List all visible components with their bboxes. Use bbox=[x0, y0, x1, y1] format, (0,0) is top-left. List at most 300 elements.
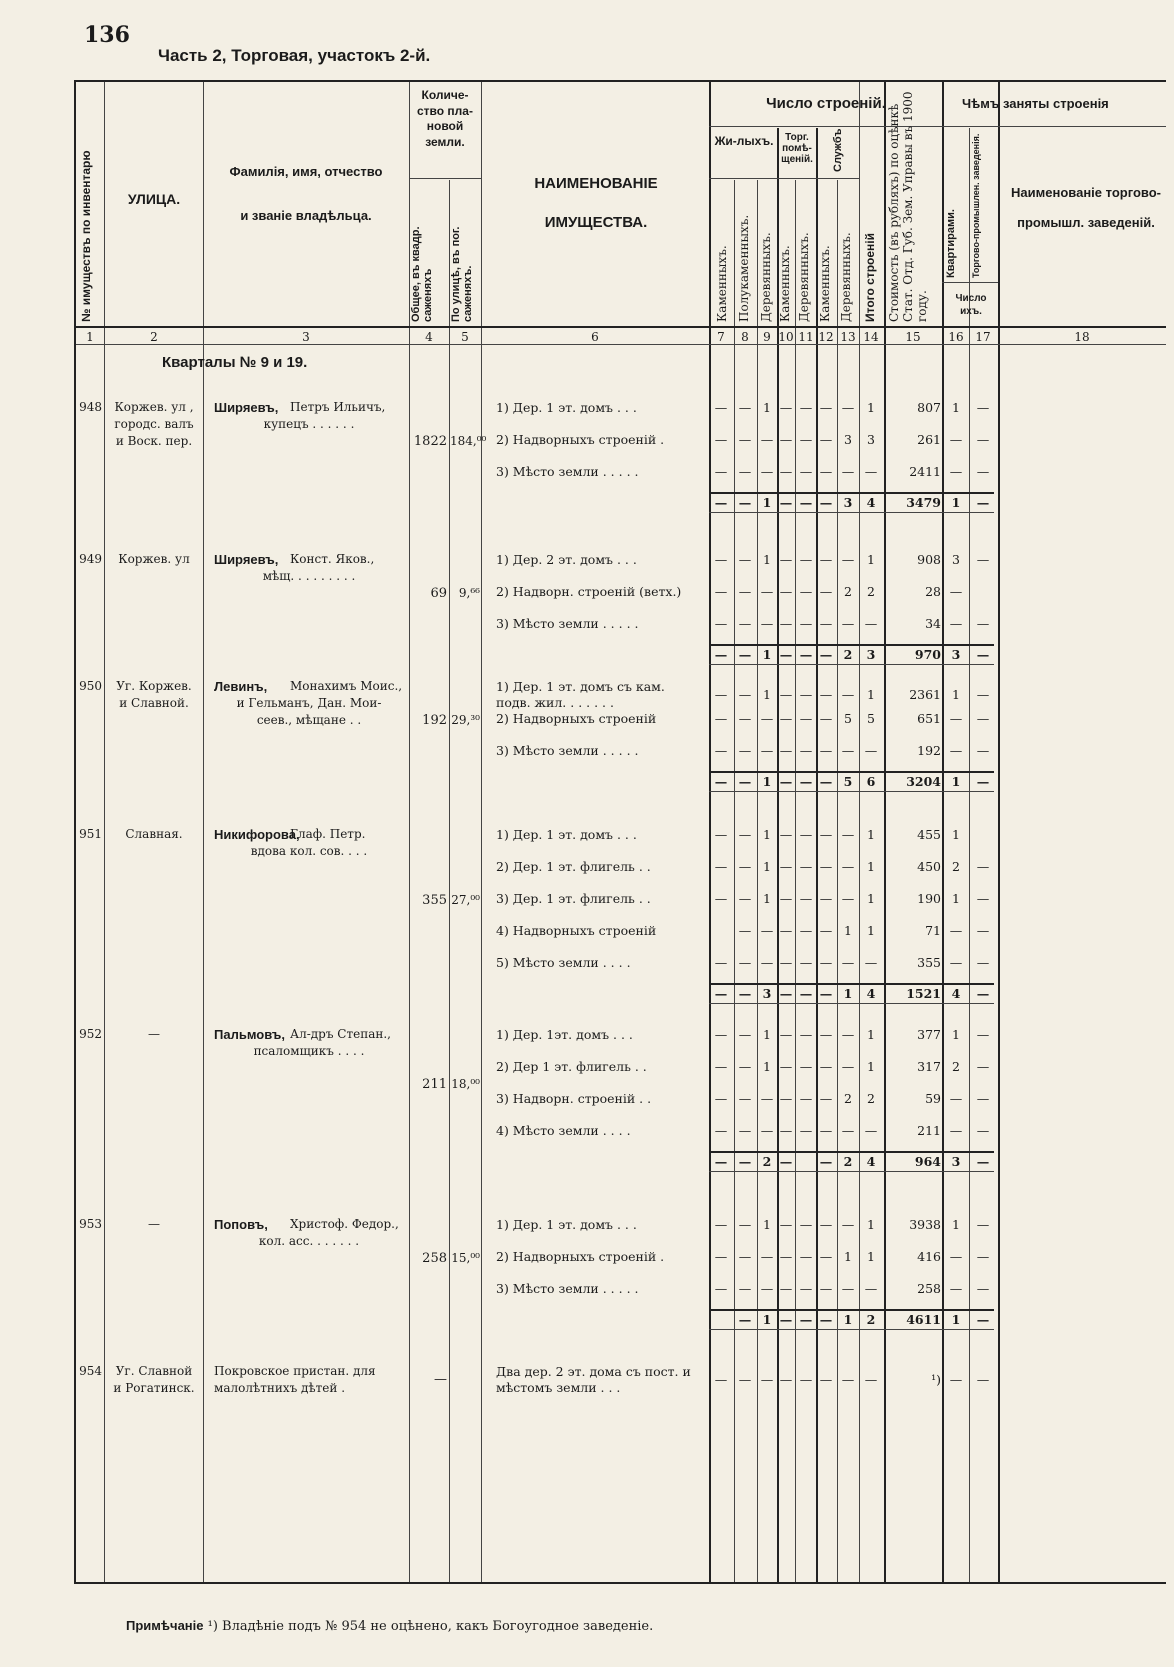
subtotal-value: — bbox=[819, 774, 833, 789]
subtotal-value: — bbox=[738, 1154, 752, 1169]
item-value: 1 bbox=[763, 891, 771, 906]
item-value: — bbox=[799, 743, 813, 758]
item-value: — bbox=[760, 923, 774, 938]
owner-details: малолѣтнихъ дѣтей . bbox=[214, 1381, 346, 1395]
item-value: 1 bbox=[867, 859, 875, 874]
item-value: — bbox=[760, 464, 774, 479]
item-value: 1 bbox=[867, 1027, 875, 1042]
header-area: Общее, въ квадр. саженяхъ bbox=[410, 226, 435, 322]
header-wood-1: Деревянныхъ. bbox=[759, 232, 773, 322]
item-value: — bbox=[949, 1123, 963, 1138]
item-value: — bbox=[779, 616, 793, 631]
header-apartments: Квартирами. bbox=[945, 209, 957, 278]
item-value: — bbox=[738, 584, 752, 599]
item-value: — bbox=[819, 584, 833, 599]
item-value: — bbox=[738, 687, 752, 702]
item-value: — bbox=[779, 400, 793, 415]
item-value: 1 bbox=[844, 923, 852, 938]
column-number: 12 bbox=[818, 330, 834, 344]
entry-street: и Славной. bbox=[119, 696, 189, 710]
item-value: — bbox=[976, 891, 990, 906]
entry-street: — bbox=[148, 1217, 160, 1231]
item-value: — bbox=[841, 464, 855, 479]
subtotal-value: 1 bbox=[762, 774, 772, 789]
item-value: — bbox=[760, 1281, 774, 1296]
land-frontage: 18,⁰⁰ bbox=[451, 1077, 480, 1091]
property-item: 4) Надворныхъ строеній bbox=[496, 923, 657, 938]
subtotal-value: 1 bbox=[951, 495, 961, 510]
item-value: 1 bbox=[763, 1217, 771, 1232]
item-value: 651 bbox=[917, 711, 941, 726]
item-value: — bbox=[949, 464, 963, 479]
owner-surname: Пальмовъ, bbox=[214, 1027, 285, 1042]
column-number: 11 bbox=[798, 330, 814, 344]
item-value: — bbox=[779, 1091, 793, 1106]
item-value: 1 bbox=[763, 827, 771, 842]
item-value: — bbox=[738, 955, 752, 970]
subtotal-rule-bottom bbox=[709, 1171, 994, 1172]
footnote-label: Примѣчаніе bbox=[126, 1618, 204, 1633]
header-services: Службъ bbox=[832, 128, 844, 172]
header-wood-3: Деревянныхъ. bbox=[839, 232, 853, 322]
owner-details: сеев., мѣщане . . bbox=[256, 713, 362, 727]
column-number: 1 bbox=[86, 330, 94, 344]
column-number: 2 bbox=[150, 330, 158, 344]
subtotal-value: — bbox=[976, 986, 990, 1001]
item-value: — bbox=[799, 552, 813, 567]
item-value: — bbox=[819, 711, 833, 726]
subtotal-value: — bbox=[738, 495, 752, 510]
column-number: 18 bbox=[1074, 330, 1090, 344]
property-item: 1) Дер. 1 эт. домъ съ кам. подв. жил. . . . . . . bbox=[496, 679, 665, 711]
item-value: — bbox=[799, 400, 813, 415]
item-value: — bbox=[864, 1281, 878, 1296]
item-value: 1 bbox=[844, 1249, 852, 1264]
subtotal-value: — bbox=[714, 1154, 728, 1169]
subtotal-value: — bbox=[799, 986, 813, 1001]
subtotal-value: 1 bbox=[843, 986, 853, 1001]
owner-details: вдова кол. сов. . . . bbox=[250, 844, 368, 858]
item-value: 1 bbox=[952, 891, 960, 906]
section-title: Кварталы № 9 и 19. bbox=[162, 354, 308, 371]
item-value: — bbox=[799, 827, 813, 842]
subtotal-value: — bbox=[819, 1312, 833, 1327]
item-value: — bbox=[760, 1372, 774, 1387]
item-value: 1 bbox=[867, 687, 875, 702]
item-value: — bbox=[760, 432, 774, 447]
column-number: 14 bbox=[863, 330, 879, 344]
subtotal-value: — bbox=[779, 774, 793, 789]
subtotal-rule bbox=[709, 644, 994, 646]
item-value: — bbox=[819, 1027, 833, 1042]
item-value: — bbox=[760, 1091, 774, 1106]
item-value: — bbox=[819, 1372, 833, 1387]
item-value: — bbox=[976, 1091, 990, 1106]
item-value: — bbox=[779, 1249, 793, 1264]
land-area: 258 bbox=[422, 1251, 447, 1266]
subtotal-value: — bbox=[819, 986, 833, 1001]
item-value: — bbox=[976, 923, 990, 938]
entry-street: городс. валъ bbox=[114, 417, 194, 431]
item-value: — bbox=[799, 1281, 813, 1296]
item-value: 1 bbox=[867, 827, 875, 842]
item-value: 1 bbox=[867, 400, 875, 415]
item-value: 2 bbox=[867, 584, 875, 599]
item-value: — bbox=[779, 584, 793, 599]
item-value: 1 bbox=[952, 687, 960, 702]
item-value: — bbox=[819, 1217, 833, 1232]
entry-number: 950 bbox=[79, 679, 102, 693]
property-item: 4) Мѣсто земли . . . . bbox=[496, 1123, 631, 1138]
entry-street: Славная. bbox=[125, 827, 183, 841]
item-value: — bbox=[976, 400, 990, 415]
subtotal-value: 4 bbox=[866, 495, 876, 510]
item-value: — bbox=[819, 891, 833, 906]
entry-number: 952 bbox=[79, 1027, 102, 1041]
item-value: — bbox=[976, 955, 990, 970]
column-number: 9 bbox=[763, 330, 771, 344]
subtotal-value: 3479 bbox=[906, 495, 941, 510]
item-value: — bbox=[714, 432, 728, 447]
subtotal-value: — bbox=[714, 986, 728, 1001]
item-value: — bbox=[799, 1059, 813, 1074]
item-value: — bbox=[799, 711, 813, 726]
item-value: 1 bbox=[763, 400, 771, 415]
subtotal-value: 1 bbox=[951, 1312, 961, 1327]
owner-details: купецъ . . . . . . bbox=[263, 417, 355, 431]
item-value: — bbox=[949, 616, 963, 631]
item-value: — bbox=[976, 432, 990, 447]
item-value: 1 bbox=[763, 687, 771, 702]
subtotal-rule-bottom bbox=[709, 1003, 994, 1004]
item-value: — bbox=[841, 1281, 855, 1296]
item-value: — bbox=[841, 552, 855, 567]
item-value: 71 bbox=[925, 923, 941, 938]
subtotal-value: 970 bbox=[914, 647, 941, 662]
owner-details: и Гельманъ, Дан. Мои- bbox=[236, 696, 382, 710]
subtotal-value: — bbox=[779, 647, 793, 662]
item-value: — bbox=[864, 464, 878, 479]
subtotal-value: 1521 bbox=[906, 986, 941, 1001]
item-value: — bbox=[779, 955, 793, 970]
item-value: — bbox=[799, 1091, 813, 1106]
item-value: 2 bbox=[844, 584, 852, 599]
subtotal-value: — bbox=[976, 774, 990, 789]
header-total-buildings: Итого строеній bbox=[863, 232, 877, 322]
item-value: — bbox=[714, 687, 728, 702]
entry-street: Коржев. ул , bbox=[114, 400, 194, 414]
header-street: УЛИЦА. bbox=[127, 191, 181, 207]
subtotal-value: — bbox=[714, 495, 728, 510]
item-value: 355 bbox=[917, 955, 941, 970]
item-value: — bbox=[779, 1281, 793, 1296]
item-value: — bbox=[949, 1091, 963, 1106]
item-value: 1 bbox=[867, 891, 875, 906]
subtotal-value: — bbox=[738, 986, 752, 1001]
property-item: 2) Дер. 1 эт. флигель . . bbox=[496, 859, 651, 874]
column-number: 16 bbox=[948, 330, 964, 344]
item-value: 1 bbox=[952, 1027, 960, 1042]
item-value: 34 bbox=[925, 616, 941, 631]
subtotal-value: — bbox=[779, 1154, 793, 1169]
page-number: 136 bbox=[84, 22, 130, 48]
item-value: — bbox=[714, 955, 728, 970]
item-value: — bbox=[976, 1249, 990, 1264]
subtotal-value: 2 bbox=[866, 1312, 876, 1327]
item-value: — bbox=[779, 464, 793, 479]
subtotal-value: 2 bbox=[762, 1154, 772, 1169]
item-value: — bbox=[738, 923, 752, 938]
item-value: — bbox=[779, 743, 793, 758]
property-item: 1) Дер. 1 эт. домъ . . . bbox=[496, 1217, 637, 1232]
item-value: — bbox=[841, 400, 855, 415]
item-value: — bbox=[779, 432, 793, 447]
entry-number: 953 bbox=[79, 1217, 102, 1231]
item-value: — bbox=[819, 923, 833, 938]
item-value: 1 bbox=[763, 1059, 771, 1074]
item-value: — bbox=[779, 1059, 793, 1074]
item-value: 377 bbox=[917, 1027, 941, 1042]
item-value: — bbox=[779, 827, 793, 842]
item-value: 3 bbox=[952, 552, 960, 567]
column-number: 3 bbox=[302, 330, 310, 344]
item-value: — bbox=[949, 432, 963, 447]
item-value: — bbox=[799, 891, 813, 906]
item-value: — bbox=[799, 859, 813, 874]
item-value: — bbox=[976, 464, 990, 479]
subtotal-value: 3 bbox=[951, 647, 961, 662]
item-value: 2411 bbox=[909, 464, 941, 479]
item-value: 2 bbox=[952, 859, 960, 874]
entry-street: и Рогатинск. bbox=[113, 1381, 195, 1395]
item-value: — bbox=[799, 955, 813, 970]
item-value: — bbox=[738, 1091, 752, 1106]
subtotal-value: — bbox=[976, 1312, 990, 1327]
subtotal-value: 4611 bbox=[906, 1312, 941, 1327]
subtotal-rule bbox=[709, 771, 994, 773]
owner-details: Глаф. Петр. bbox=[290, 827, 366, 841]
item-value: — bbox=[819, 743, 833, 758]
subtotal-value: — bbox=[819, 495, 833, 510]
header-owner: Фамилія, имя, отчество и званіе владѣльца. bbox=[229, 164, 383, 224]
item-value: — bbox=[760, 1123, 774, 1138]
item-value: — bbox=[714, 1027, 728, 1042]
subtotal-value: — bbox=[738, 647, 752, 662]
item-value: 28 bbox=[925, 584, 941, 599]
owner-details: мѣщ. . . . . . . . . bbox=[262, 569, 356, 583]
item-value: — bbox=[841, 616, 855, 631]
subtotal-value: — bbox=[819, 647, 833, 662]
item-value: — bbox=[738, 1027, 752, 1042]
item-value: — bbox=[779, 1123, 793, 1138]
header-residential: Жи-лыхъ. bbox=[714, 134, 774, 148]
entry-number: 951 bbox=[79, 827, 102, 841]
header-stone-3: Каменныхъ. bbox=[818, 245, 832, 322]
item-value: 190 bbox=[917, 891, 941, 906]
subtotal-value: 2 bbox=[843, 647, 853, 662]
item-value: 908 bbox=[917, 552, 941, 567]
item-value: — bbox=[714, 464, 728, 479]
subtotal-value: 4 bbox=[866, 1154, 876, 1169]
item-value: 192 bbox=[917, 743, 941, 758]
land-area: 1822 bbox=[413, 434, 447, 449]
item-value: — bbox=[799, 584, 813, 599]
item-value: — bbox=[738, 827, 752, 842]
item-value: — bbox=[738, 859, 752, 874]
item-value: — bbox=[714, 891, 728, 906]
property-item: 2) Надворныхъ строеній bbox=[496, 711, 657, 726]
item-value: 450 bbox=[917, 859, 941, 874]
entry-number: 948 bbox=[79, 400, 102, 414]
item-value: — bbox=[799, 687, 813, 702]
item-value: 1 bbox=[763, 552, 771, 567]
item-value: — bbox=[738, 1217, 752, 1232]
item-value: — bbox=[841, 827, 855, 842]
page-title: Часть 2, Торговая, участокъ 2-й. bbox=[158, 46, 431, 65]
item-value: — bbox=[864, 616, 878, 631]
item-value: — bbox=[714, 584, 728, 599]
subtotal-value: 3 bbox=[762, 986, 772, 1001]
item-value: 211 bbox=[917, 1123, 941, 1138]
item-value: — bbox=[714, 859, 728, 874]
subtotal-value: — bbox=[799, 495, 813, 510]
subtotal-value: 3 bbox=[843, 495, 853, 510]
item-value: — bbox=[714, 1249, 728, 1264]
item-value: 258 bbox=[917, 1281, 941, 1296]
column-number: 17 bbox=[975, 330, 991, 344]
subtotal-rule-bottom bbox=[709, 791, 994, 792]
item-value: — bbox=[714, 1281, 728, 1296]
item-value: — bbox=[864, 743, 878, 758]
header-establishment-names: Наименованіе торгово-промышл. заведеній. bbox=[1011, 185, 1161, 230]
item-value: 59 bbox=[925, 1091, 941, 1106]
item-value: — bbox=[976, 1281, 990, 1296]
owner-details: Христоф. Федор., bbox=[290, 1217, 399, 1231]
item-value: — bbox=[760, 955, 774, 970]
item-value: — bbox=[949, 1249, 963, 1264]
item-value: — bbox=[738, 1059, 752, 1074]
subtotal-value: — bbox=[714, 774, 728, 789]
owner-surname: Левинъ, bbox=[214, 679, 268, 694]
item-value: — bbox=[738, 1123, 752, 1138]
item-value: — bbox=[976, 859, 990, 874]
owner-details: Конст. Яков., bbox=[290, 552, 375, 566]
land-area: — bbox=[434, 1372, 447, 1387]
item-value: ¹) bbox=[931, 1372, 941, 1387]
header-trade-est: Торгово-промышлен. заведенія. bbox=[971, 133, 981, 278]
subtotal-value: — bbox=[714, 647, 728, 662]
item-value: — bbox=[976, 1217, 990, 1232]
item-value: — bbox=[760, 616, 774, 631]
item-value: 2 bbox=[867, 1091, 875, 1106]
entry-street: и Воск. пер. bbox=[115, 434, 193, 448]
subtotal-value: — bbox=[779, 495, 793, 510]
item-value: — bbox=[976, 1027, 990, 1042]
item-value: — bbox=[819, 687, 833, 702]
item-value: — bbox=[949, 1372, 963, 1387]
subtotal-value: — bbox=[738, 1312, 752, 1327]
item-value: — bbox=[976, 1059, 990, 1074]
item-value: 1 bbox=[867, 923, 875, 938]
subtotal-value: 1 bbox=[762, 495, 772, 510]
subtotal-value: 1 bbox=[762, 1312, 772, 1327]
item-value: — bbox=[714, 1372, 728, 1387]
item-value: — bbox=[841, 1217, 855, 1232]
header-frontage: По улицѣ, въ пог. саженяхъ. bbox=[450, 226, 475, 322]
item-value: — bbox=[799, 923, 813, 938]
item-value: 1 bbox=[867, 1217, 875, 1232]
header-valuation: Стоимость (въ рубляхъ) по оцѣнкѣ Стат. Отд. Губ. Зем. Управы въ 1900 году. bbox=[887, 91, 929, 322]
item-value: — bbox=[949, 923, 963, 938]
item-value: — bbox=[738, 1281, 752, 1296]
item-value: — bbox=[976, 1372, 990, 1387]
land-area: 355 bbox=[422, 893, 447, 908]
item-value: — bbox=[760, 711, 774, 726]
header-trade: Торг. помѣ-щеній. bbox=[781, 132, 813, 165]
item-value: 807 bbox=[917, 400, 941, 415]
subtotal-value: 3 bbox=[866, 647, 876, 662]
property-item: 2) Надворн. строеній (ветх.) bbox=[496, 584, 682, 599]
item-value: — bbox=[819, 400, 833, 415]
item-value: — bbox=[714, 1091, 728, 1106]
owner-details: Ал-дръ Степан., bbox=[290, 1027, 391, 1041]
item-value: 1 bbox=[867, 1249, 875, 1264]
subtotal-value: — bbox=[976, 1154, 990, 1169]
item-value: — bbox=[976, 616, 990, 631]
item-value: — bbox=[819, 616, 833, 631]
item-value: — bbox=[779, 711, 793, 726]
owner-surname: Ширяевъ, bbox=[214, 552, 279, 567]
land-frontage: 29,³⁰ bbox=[451, 713, 480, 727]
item-value: — bbox=[714, 616, 728, 631]
item-value: 5 bbox=[867, 711, 875, 726]
property-item: 1) Дер. 1эт. домъ . . . bbox=[496, 1027, 633, 1042]
property-item: 1) Дер. 1 эт. домъ . . . bbox=[496, 827, 637, 842]
header-count: Число ихъ. bbox=[955, 293, 987, 317]
item-value: — bbox=[714, 1059, 728, 1074]
item-value: — bbox=[819, 955, 833, 970]
subtotal-value: 5 bbox=[843, 774, 853, 789]
item-value: — bbox=[819, 552, 833, 567]
property-item: 2) Дер 1 эт. флигель . . bbox=[496, 1059, 647, 1074]
column-number: 5 bbox=[461, 330, 469, 344]
land-frontage: 15,⁰⁰ bbox=[451, 1251, 480, 1265]
item-value: — bbox=[779, 1027, 793, 1042]
item-value: — bbox=[779, 687, 793, 702]
subtotal-value: — bbox=[799, 774, 813, 789]
subtotal-value: 4 bbox=[951, 986, 961, 1001]
owner-details: Покровское пристан. для bbox=[214, 1364, 376, 1378]
owner-details: псаломщикъ . . . . bbox=[253, 1044, 365, 1058]
subtotal-value: — bbox=[819, 1154, 833, 1169]
item-value: 261 bbox=[917, 432, 941, 447]
header-stone-1: Каменныхъ. bbox=[715, 245, 729, 322]
subtotal-value: 1 bbox=[951, 774, 961, 789]
item-value: 3 bbox=[867, 432, 875, 447]
item-value: — bbox=[738, 616, 752, 631]
item-value: — bbox=[819, 827, 833, 842]
subtotal-value: — bbox=[779, 986, 793, 1001]
ledger-table bbox=[74, 80, 1166, 1584]
item-value: — bbox=[738, 711, 752, 726]
footnote bbox=[126, 1618, 653, 1634]
item-value: — bbox=[714, 743, 728, 758]
subtotal-value: — bbox=[799, 647, 813, 662]
item-value: — bbox=[976, 1123, 990, 1138]
item-value: — bbox=[819, 1059, 833, 1074]
item-value: — bbox=[841, 891, 855, 906]
header-stone-2: Каменныхъ. bbox=[778, 245, 792, 322]
